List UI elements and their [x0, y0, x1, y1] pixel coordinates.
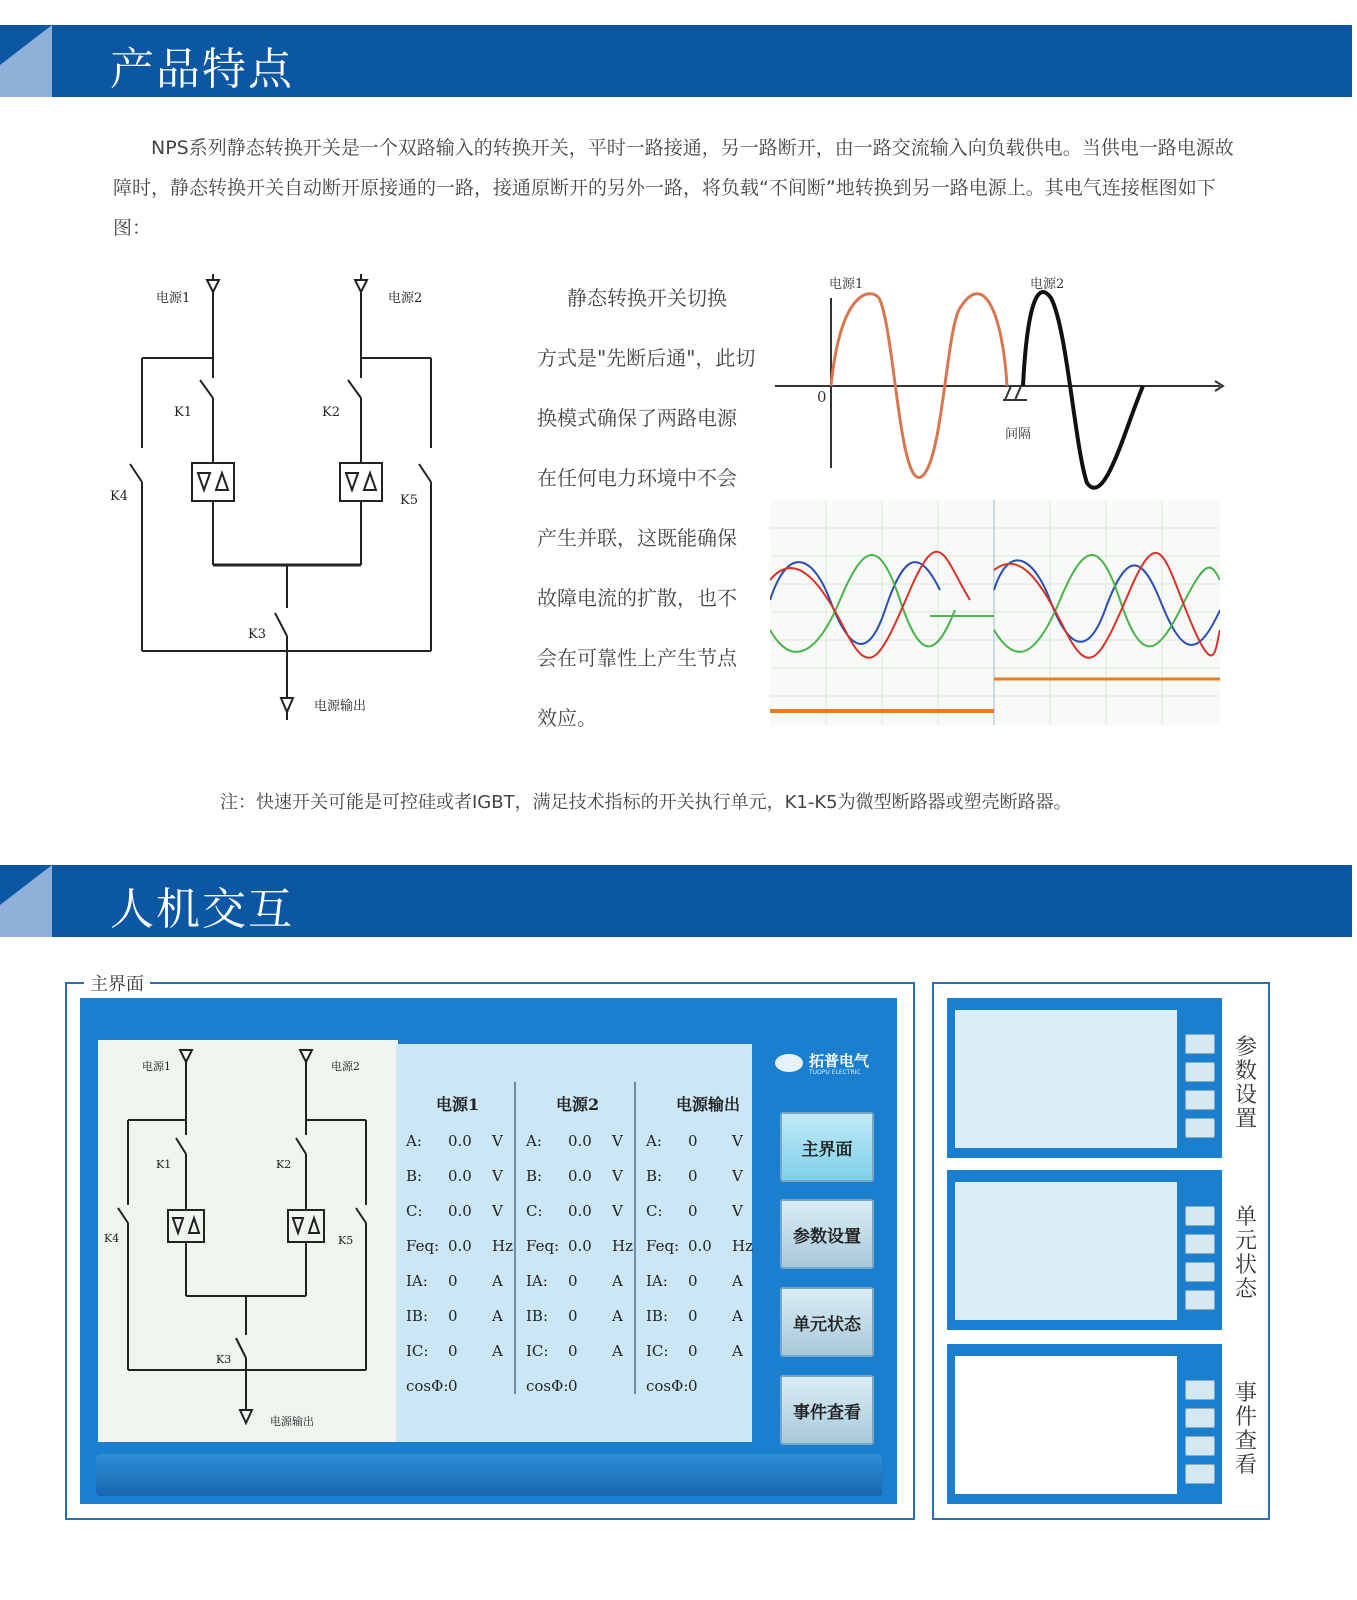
- circuit-label-k4: K4: [110, 489, 128, 504]
- params-thumb-label: [1234, 1036, 1258, 1132]
- reading-label: A:: [646, 1132, 662, 1150]
- reading-label: IC:: [526, 1342, 549, 1360]
- reading-unit: V: [612, 1202, 623, 1220]
- reading-value: 0: [568, 1377, 578, 1395]
- reading-value: 0: [448, 1377, 458, 1395]
- side-line: 方式是"先断后通"，此切: [537, 346, 756, 370]
- reading-value: 0: [688, 1167, 698, 1185]
- circuit-label-k2: K2: [322, 405, 340, 420]
- reading-value: 0: [568, 1307, 578, 1325]
- side-line: 会在可靠性上产生节点: [537, 646, 737, 670]
- reading-unit: A: [732, 1342, 743, 1360]
- reading-unit: V: [492, 1202, 503, 1220]
- params-thumb-text: 参 数 设 置: [1234, 1035, 1257, 1132]
- reading-unit: A: [612, 1342, 623, 1360]
- reading-label: IC:: [646, 1342, 669, 1360]
- reading-value: 0: [568, 1342, 578, 1360]
- reading-unit: A: [612, 1307, 623, 1325]
- hmi-circuit-k5: K5: [338, 1234, 354, 1247]
- reading-label: C:: [646, 1202, 663, 1220]
- wave-gap-label: 间隔: [1005, 427, 1032, 442]
- header-accent: [0, 25, 52, 97]
- reading-label: IC:: [406, 1342, 429, 1360]
- hmi-circuit-source1: 电源1: [142, 1060, 171, 1073]
- events-screen-thumb: [947, 1344, 1222, 1504]
- hmi-status-bar: [96, 1454, 882, 1496]
- reading-unit: A: [732, 1307, 743, 1325]
- reading-value: 0.0: [448, 1237, 472, 1255]
- reading-unit: A: [492, 1272, 503, 1290]
- section-title: 产品特点: [110, 44, 294, 95]
- nav-main-button[interactable]: 主界面: [780, 1112, 874, 1182]
- hmi-readings-panel: [396, 1044, 752, 1442]
- params-screen-thumb: [947, 998, 1222, 1158]
- reading-value: 0.0: [688, 1237, 712, 1255]
- reading-value: 0.0: [568, 1132, 592, 1150]
- column-divider: [634, 1082, 636, 1394]
- reading-value: 0: [688, 1307, 698, 1325]
- side-line: 故障电流的扩散，也不: [537, 586, 737, 610]
- status-thumb-label: [1234, 1206, 1258, 1302]
- side-line: 在任何电力环境中不会: [537, 466, 737, 490]
- reading-unit: A: [492, 1342, 503, 1360]
- section-title: 人机交互: [110, 884, 294, 935]
- reading-label: IB:: [526, 1307, 549, 1325]
- unit-status-screen-thumb: [947, 1170, 1222, 1330]
- reading-value: 0.0: [568, 1202, 592, 1220]
- side-line: 换模式确保了两路电源: [537, 406, 737, 430]
- reading-label: IA:: [526, 1272, 548, 1290]
- column-divider: [514, 1082, 516, 1394]
- reading-unit: V: [492, 1167, 503, 1185]
- reading-label: C:: [406, 1202, 423, 1220]
- nav-events-button[interactable]: 事件查看: [780, 1375, 874, 1445]
- circuit-label-source2: 电源2: [388, 291, 423, 306]
- events-thumb-label: [1234, 1382, 1258, 1478]
- reading-unit: V: [732, 1167, 743, 1185]
- reading-value: 0: [688, 1272, 698, 1290]
- wave-origin: 0: [817, 388, 827, 406]
- nav-params-button[interactable]: 参数设置: [780, 1199, 874, 1269]
- reading-label: B:: [406, 1167, 423, 1185]
- brand-logo: [775, 1050, 885, 1080]
- reading-value: 0: [448, 1307, 458, 1325]
- thumb-nav-button[interactable]: [1185, 1290, 1215, 1310]
- thumb-nav-button[interactable]: [1185, 1436, 1215, 1456]
- circuit-label-source1: 电源1: [156, 291, 191, 306]
- header-accent: [0, 865, 52, 937]
- thumb-nav-button[interactable]: [1185, 1062, 1215, 1082]
- reading-label: IB:: [646, 1307, 669, 1325]
- side-line: 静态转换开关切换: [567, 286, 727, 310]
- status-thumb-content: [955, 1182, 1177, 1320]
- side-description: [537, 268, 767, 748]
- hmi-circuit-k4: K4: [104, 1232, 120, 1245]
- thumb-nav-button[interactable]: [1185, 1234, 1215, 1254]
- reading-value: 0.0: [568, 1167, 592, 1185]
- source2-wave: [1023, 292, 1143, 488]
- reading-label: IA:: [646, 1272, 668, 1290]
- reading-label: Feq:: [646, 1237, 680, 1255]
- hmi-circuit-source2: 电源2: [331, 1060, 360, 1073]
- brand-icon: [775, 1054, 803, 1072]
- reading-unit: V: [612, 1167, 623, 1185]
- reading-unit: Hz: [492, 1237, 513, 1255]
- thumb-nav-button[interactable]: [1185, 1380, 1215, 1400]
- circuit-label-k3: K3: [248, 627, 266, 642]
- reading-value: 0: [568, 1272, 578, 1290]
- status-thumb-text: 单 元 状 态: [1234, 1205, 1257, 1302]
- hmi-diagram-panel: [98, 1040, 398, 1442]
- thumb-nav-button[interactable]: [1185, 1408, 1215, 1428]
- circuit-diagram: [100, 268, 460, 738]
- reading-label: cosΦ:: [406, 1377, 449, 1395]
- wave-label-source2: 电源2: [1030, 277, 1065, 292]
- reading-unit: A: [492, 1307, 503, 1325]
- section-header-features: [0, 25, 1352, 97]
- reading-label: A:: [406, 1132, 422, 1150]
- reading-label: B:: [526, 1167, 543, 1185]
- intro-paragraph: NPS系列静态转换开关是一个双路输入的转换开关，平时一路接通，另一路断开，由一路交流输入向负载供电。当供电一路电源故障时，静态转换开关自动断开原接通的一路，接通原断开的另外一路，将负载“不间断”地转换到另一路电源上。其电气连接框图如下图：: [113, 137, 1234, 239]
- oscilloscope-capture: [770, 500, 1220, 725]
- side-line: 效应。: [537, 706, 597, 730]
- nav-unit-status-button[interactable]: 单元状态: [780, 1287, 874, 1357]
- reading-value: 0.0: [448, 1167, 472, 1185]
- thumb-nav-button[interactable]: [1185, 1262, 1215, 1282]
- reading-value: 0: [448, 1342, 458, 1360]
- params-thumb-content: [955, 1010, 1177, 1148]
- reading-unit: A: [732, 1272, 743, 1290]
- events-thumb-content: [955, 1356, 1177, 1494]
- reading-unit: V: [732, 1132, 743, 1150]
- reading-label: cosΦ:: [646, 1377, 689, 1395]
- reading-value: 0: [688, 1342, 698, 1360]
- reading-value: 0.0: [568, 1237, 592, 1255]
- thumb-nav-button[interactable]: [1185, 1464, 1215, 1484]
- reading-label: A:: [526, 1132, 542, 1150]
- reading-label: cosΦ:: [526, 1377, 569, 1395]
- hmi-circuit-k1: K1: [156, 1158, 172, 1171]
- hmi-circuit-diagram: [98, 1040, 398, 1442]
- reading-unit: V: [492, 1132, 503, 1150]
- hmi-circuit-k2: K2: [276, 1158, 292, 1171]
- reading-value: 0: [688, 1377, 698, 1395]
- section-header-hmi: [0, 865, 1352, 937]
- reading-unit: Hz: [732, 1237, 753, 1255]
- reading-label: IA:: [406, 1272, 428, 1290]
- reading-label: B:: [646, 1167, 663, 1185]
- reading-value: 0: [688, 1132, 698, 1150]
- circuit-label-output: 电源输出: [314, 699, 367, 714]
- reading-value: 0.0: [448, 1132, 472, 1150]
- thumb-nav-button[interactable]: [1185, 1090, 1215, 1110]
- side-line: 产生并联，这既能确保: [537, 526, 737, 550]
- reading-label: Feq:: [406, 1237, 440, 1255]
- reading-value: 0: [448, 1272, 458, 1290]
- reading-unit: Hz: [612, 1237, 633, 1255]
- events-thumb-text: 事 件 查 看: [1234, 1381, 1257, 1478]
- reading-label: IB:: [406, 1307, 429, 1325]
- reading-label: Feq:: [526, 1237, 560, 1255]
- brand-name: 拓普电气: [809, 1052, 870, 1070]
- switch-waveform: [775, 268, 1235, 493]
- reading-column-title: 电源2: [556, 1095, 600, 1114]
- footnote: 注：快速开关可能是可控硅或者IGBT，满足技术指标的开关执行单元，K1-K5为微型断路器或塑壳断路器。: [220, 792, 1072, 813]
- brand-name-en: TUOPU ELECTRIC: [809, 1069, 861, 1076]
- hmi-circuit-k3: K3: [216, 1353, 232, 1366]
- reading-value: 0.0: [448, 1202, 472, 1220]
- reading-column-title: 电源1: [436, 1095, 480, 1114]
- main-interface-label: 主界面: [84, 970, 150, 996]
- reading-column-title: 电源输出: [676, 1095, 741, 1114]
- reading-value: 0: [688, 1202, 698, 1220]
- reading-unit: V: [612, 1132, 623, 1150]
- hmi-main-screen: [80, 998, 897, 1504]
- hmi-circuit-output: 电源输出: [270, 1415, 314, 1428]
- reading-unit: V: [732, 1202, 743, 1220]
- thumb-nav-button[interactable]: [1185, 1118, 1215, 1138]
- circuit-label-k5: K5: [400, 493, 418, 508]
- reading-unit: A: [612, 1272, 623, 1290]
- thumb-nav-button[interactable]: [1185, 1034, 1215, 1054]
- reading-label: C:: [526, 1202, 543, 1220]
- wave-label-source1: 电源1: [829, 277, 864, 292]
- thumb-nav-button[interactable]: [1185, 1206, 1215, 1226]
- circuit-label-k1: K1: [174, 405, 192, 420]
